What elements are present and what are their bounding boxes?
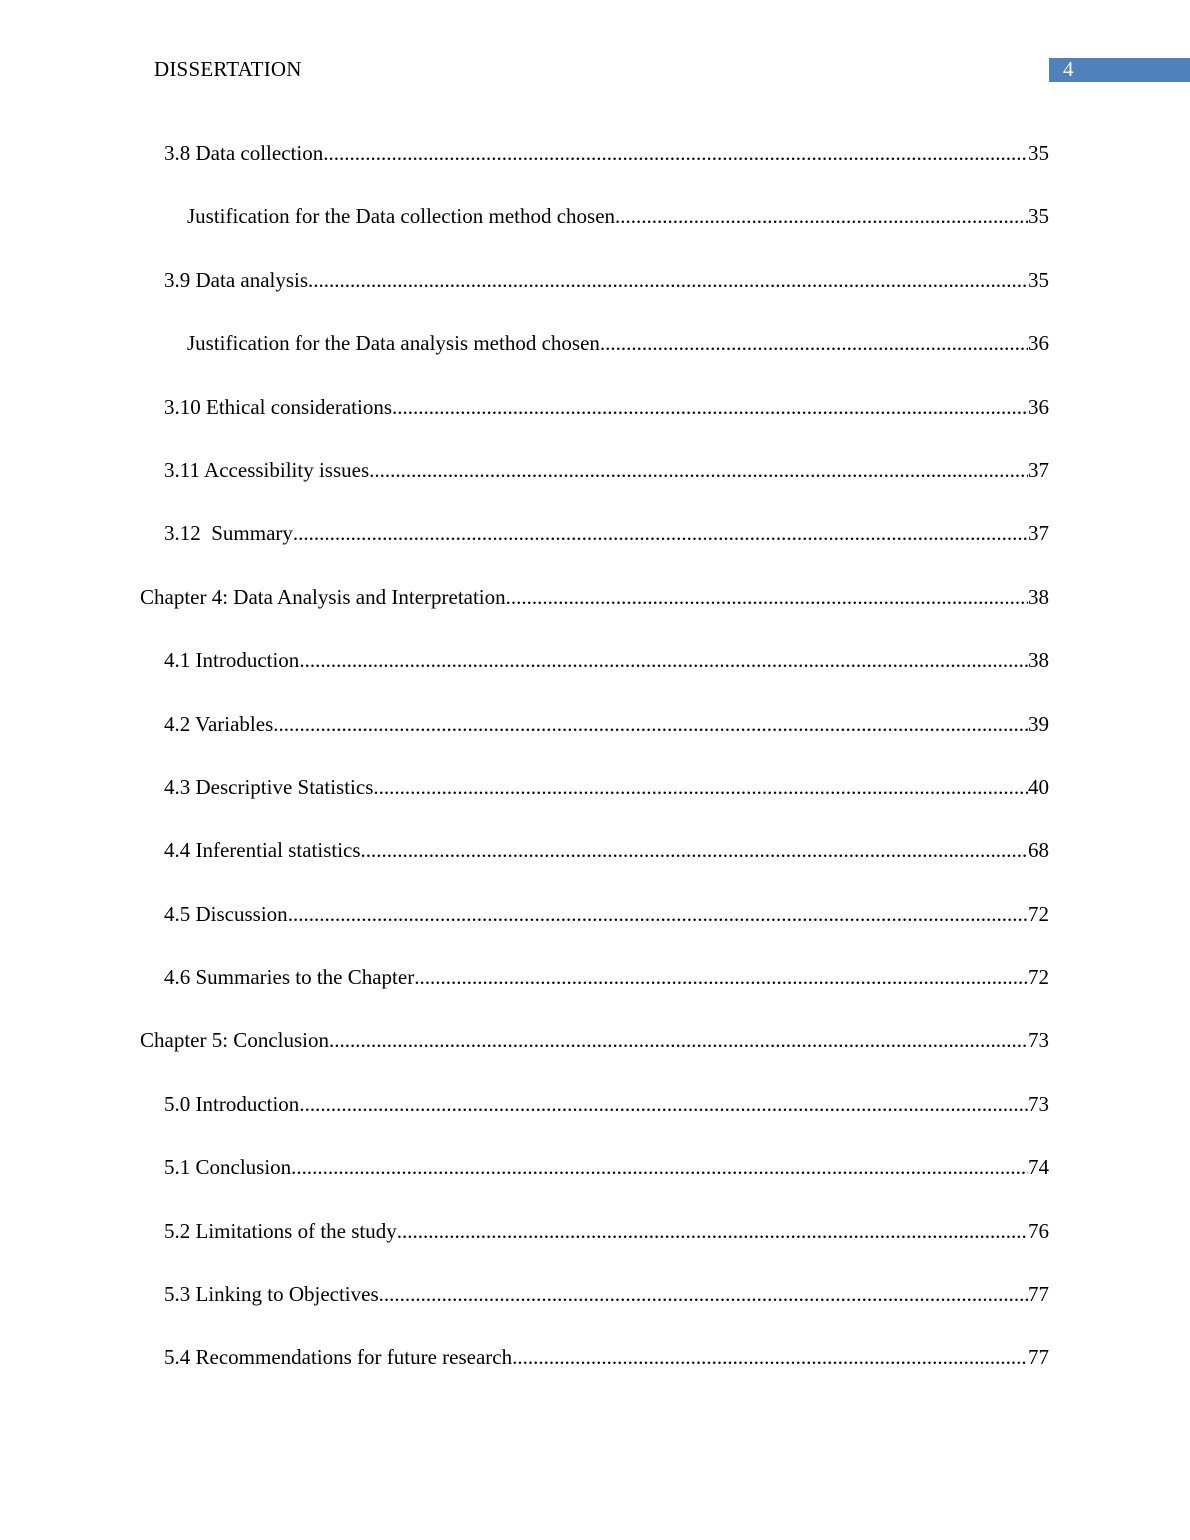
toc-dot-leader [291,1151,1028,1183]
toc-entry[interactable] [0,454,1190,517]
page-number-box [1049,58,1190,82]
toc-entry[interactable] [0,581,1190,644]
toc-entry[interactable] [0,517,1190,580]
toc-entry-line [164,771,1049,803]
toc-entry-line [164,708,1049,740]
toc-entry-title: 4.3 Descriptive Statistics [164,774,374,799]
toc-entry-title: Chapter 4: Data Analysis and Interpretation [140,584,506,609]
toc-dot-leader [361,834,1028,866]
toc-entry-line [164,1278,1049,1310]
toc-entry[interactable] [0,391,1190,454]
toc-entry[interactable] [0,898,1190,961]
toc-entry-line [140,581,1049,613]
toc-dot-leader [369,454,1028,486]
toc-entry-title: 4.2 Variables [164,711,274,736]
page-number: 4 [1063,57,1074,81]
toc-entry[interactable] [0,1278,1190,1341]
toc-dot-leader [506,581,1028,613]
toc-dot-leader [379,1278,1028,1310]
toc-dot-leader [512,1341,1028,1373]
toc-dot-leader [600,327,1028,359]
toc-entry-title: 5.3 Linking to Objectives [164,1282,379,1307]
toc-entry[interactable] [0,327,1190,390]
toc-entry-line [164,1215,1049,1247]
toc-entry-title: Chapter 5: Conclusion [140,1028,329,1053]
toc-entry-page-number: 36 [1028,394,1049,419]
toc-entry-page-number: 39 [1028,711,1049,736]
toc-entry[interactable] [0,1024,1190,1087]
toc-entry-title: 5.0 Introduction [164,1091,300,1116]
toc-dot-leader [323,137,1028,169]
toc-entry-line [140,1024,1049,1056]
toc-entry-title: Justification for the Data collection method chosen [187,204,616,229]
toc-entry-line [164,517,1049,549]
running-head: DISSERTATION [154,57,302,81]
toc-entry-page-number: 72 [1028,901,1049,926]
toc-entry[interactable] [0,200,1190,263]
toc-entry-title: 3.9 Data analysis [164,267,309,292]
toc-entry-title: 3.12 Summary [164,521,293,546]
toc-entry-page-number: 37 [1028,521,1049,546]
toc-entry-title: 5.1 Conclusion [164,1155,292,1180]
toc-entry-title: 3.10 Ethical considerations [164,394,393,419]
toc-entry[interactable] [0,1088,1190,1151]
toc-entry-page-number: 35 [1028,204,1049,229]
toc-entry-page-number: 74 [1028,1155,1049,1180]
toc-entry[interactable] [0,771,1190,834]
toc-entry[interactable] [0,834,1190,897]
toc-dot-leader [288,898,1028,930]
toc-entry[interactable] [0,1151,1190,1214]
toc-entry[interactable] [0,644,1190,707]
toc-entry-title: 4.4 Inferential statistics [164,838,361,863]
toc-entry-title: 3.8 Data collection [164,141,324,165]
toc-entry-page-number: 35 [1028,141,1049,165]
toc-entry-page-number: 77 [1028,1282,1049,1307]
toc-entry-line [164,898,1049,930]
toc-entry-line [164,454,1049,486]
toc-entry[interactable] [0,1215,1190,1278]
toc-entry-page-number: 72 [1028,965,1049,990]
toc-dot-leader [392,391,1028,423]
toc-entry-page-number: 36 [1028,331,1049,356]
toc-entry-page-number: 73 [1028,1091,1049,1116]
toc-entry-line [164,264,1049,296]
toc-entry-line [164,137,1049,169]
toc-entry-line [164,961,1049,993]
toc-entry-title: 4.6 Summaries to the Chapter [164,965,415,990]
toc-entry-line [187,200,1049,232]
toc-dot-leader [373,771,1028,803]
toc-entry-line [164,834,1049,866]
toc-entry-page-number: 76 [1028,1218,1049,1243]
toc-entry-line [187,327,1049,359]
toc-dot-leader [273,708,1028,740]
toc-entry-page-number: 38 [1028,584,1049,609]
toc-dot-leader [329,1024,1028,1056]
toc-entry-page-number: 38 [1028,648,1049,673]
toc-entry[interactable] [0,708,1190,771]
toc-dot-leader [615,200,1028,232]
toc-entry-page-number: 35 [1028,267,1049,292]
toc-entry-page-number: 37 [1028,457,1049,482]
toc-dot-leader [308,264,1028,296]
toc-entry-title: Justification for the Data analysis method chosen [187,331,600,356]
toc-dot-leader [299,1088,1028,1120]
toc-entry[interactable] [0,137,1190,200]
toc-entry-line [164,391,1049,423]
toc-entry-page-number: 73 [1028,1028,1049,1053]
toc-dot-leader [414,961,1028,993]
toc-dot-leader [299,644,1028,676]
toc-entry-page-number: 68 [1028,838,1049,863]
toc-entry-title: 4.5 Discussion [164,901,288,926]
toc-entry-line [164,644,1049,676]
toc-entry-title: 4.1 Introduction [164,648,300,673]
toc-entry-page-number: 77 [1028,1345,1049,1370]
toc-entry-title: 3.11 Accessibility issues [164,457,370,482]
table-of-contents [0,137,1190,1405]
toc-dot-leader [397,1215,1028,1247]
toc-entry-line [164,1088,1049,1120]
toc-entry-title: 5.4 Recommendations for future research [164,1345,513,1370]
toc-dot-leader [293,517,1028,549]
toc-entry[interactable] [0,961,1190,1024]
toc-entry-page-number: 40 [1028,774,1049,799]
toc-entry[interactable] [0,1341,1190,1404]
toc-entry-line [164,1151,1049,1183]
toc-entry-line [164,1341,1049,1373]
toc-entry[interactable] [0,264,1190,327]
toc-entry-title: 5.2 Limitations of the study [164,1218,397,1243]
